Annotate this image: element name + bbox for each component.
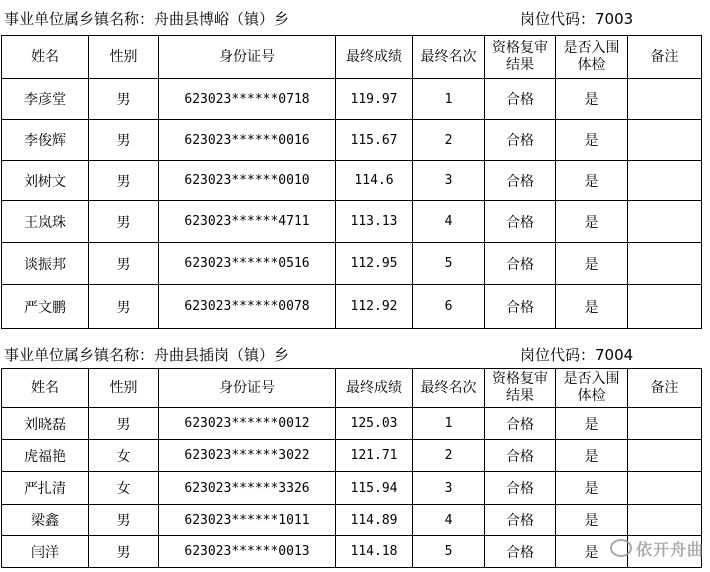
- cell-id-number-col: 623023******4711: [159, 201, 336, 243]
- section-2-unit-label: 事业单位属乡镇名称：舟曲县插岗（镇）乡: [4, 346, 290, 364]
- column-header-medical-exam-col: [556, 36, 628, 79]
- table-header-row: [2, 36, 702, 79]
- cell-final-score-col: 125.03: [336, 408, 413, 440]
- cell-review-result-col: 合格: [485, 201, 556, 243]
- cell-medical-exam-col: 是: [556, 440, 628, 472]
- cell-gender-col: 女: [89, 472, 159, 505]
- cell-name-col: 李俊辉: [2, 120, 89, 161]
- cell-id-number-col: 623023******0016: [159, 120, 336, 161]
- column-header-id-number-col: 身份证号: [159, 369, 336, 408]
- cell-final-score-col: 112.92: [336, 285, 413, 329]
- cell-name-col: 虎福艳: [2, 440, 89, 472]
- cell-name-col: 刘树文: [2, 161, 89, 201]
- section-2-results-table: [1, 368, 702, 568]
- cell-medical-exam-col: 是: [556, 161, 628, 201]
- cell-id-number-col: 623023******0013: [159, 536, 336, 568]
- cell-review-result-col: 合格: [485, 472, 556, 505]
- cell-medical-exam-col: 是: [556, 472, 628, 505]
- cell-remarks-col: [628, 79, 702, 120]
- cell-id-number-col: 623023******3326: [159, 472, 336, 505]
- column-header-name-col: 姓名: [2, 369, 89, 408]
- table-row: [2, 440, 702, 472]
- column-header-final-rank-col: 最终名次: [413, 36, 485, 79]
- cell-remarks-col: [628, 161, 702, 201]
- column-header-name-col: 姓名: [2, 36, 89, 79]
- wechat-icon: [610, 539, 632, 557]
- column-header-final-score-col: 最终成绩: [336, 369, 413, 408]
- section-1-results-table: [1, 35, 702, 329]
- table-row: [2, 201, 702, 243]
- column-header-text: 是否入围体检: [563, 371, 620, 404]
- cell-final-score-col: 115.94: [336, 472, 413, 505]
- cell-id-number-col: 623023******0012: [159, 408, 336, 440]
- cell-name-col: 严文鹏: [2, 285, 89, 329]
- cell-review-result-col: 合格: [485, 408, 556, 440]
- table-row: [2, 472, 702, 505]
- cell-final-score-col: 115.67: [336, 120, 413, 161]
- cell-id-number-col: 623023******0718: [159, 79, 336, 120]
- cell-name-col: 梁鑫: [2, 505, 89, 536]
- cell-gender-col: 女: [89, 440, 159, 472]
- cell-final-score-col: 119.97: [336, 79, 413, 120]
- cell-gender-col: 男: [89, 285, 159, 329]
- cell-final-rank-col: 3: [413, 472, 485, 505]
- cell-medical-exam-col: 是: [556, 79, 628, 120]
- column-header-medical-exam-col: [556, 369, 628, 408]
- cell-final-rank-col: 3: [413, 161, 485, 201]
- table-row: [2, 408, 702, 440]
- cell-final-score-col: 114.18: [336, 536, 413, 568]
- cell-final-score-col: 114.6: [336, 161, 413, 201]
- cell-medical-exam-col: 是: [556, 120, 628, 161]
- cell-remarks-col: [628, 243, 702, 285]
- section-1-position-code: 岗位代码：7003: [520, 10, 634, 28]
- cell-final-rank-col: 4: [413, 201, 485, 243]
- cell-remarks-col: [628, 285, 702, 329]
- cell-review-result-col: 合格: [485, 505, 556, 536]
- cell-final-rank-col: 5: [413, 243, 485, 285]
- cell-remarks-col: [628, 120, 702, 161]
- cell-review-result-col: 合格: [485, 285, 556, 329]
- watermark-text: 依开舟曲: [635, 540, 704, 559]
- cell-id-number-col: 623023******0516: [159, 243, 336, 285]
- cell-name-col: 闫洋: [2, 536, 89, 568]
- table-row: [2, 505, 702, 536]
- cell-remarks-col: [628, 440, 702, 472]
- column-header-review-result-col: [485, 369, 556, 408]
- section-1-header: [0, 2, 706, 32]
- cell-medical-exam-col: 是: [556, 201, 628, 243]
- cell-gender-col: 男: [89, 243, 159, 285]
- cell-medical-exam-col: 是: [556, 285, 628, 329]
- column-header-gender-col: 性别: [89, 36, 159, 79]
- cell-medical-exam-col: 是: [556, 243, 628, 285]
- cell-final-rank-col: 2: [413, 440, 485, 472]
- table-row: [2, 120, 702, 161]
- cell-id-number-col: 623023******0010: [159, 161, 336, 201]
- cell-final-score-col: 112.95: [336, 243, 413, 285]
- section-1-unit-label: 事业单位属乡镇名称：舟曲县博峪（镇）乡: [4, 10, 290, 28]
- cell-review-result-col: 合格: [485, 161, 556, 201]
- cell-name-col: 刘晓磊: [2, 408, 89, 440]
- column-header-text: 是否入围体检: [563, 40, 620, 73]
- column-header-gender-col: 性别: [89, 369, 159, 408]
- cell-name-col: 王岚珠: [2, 201, 89, 243]
- table-row: [2, 79, 702, 120]
- table-header-row: [2, 369, 702, 408]
- cell-final-rank-col: 6: [413, 285, 485, 329]
- cell-gender-col: 男: [89, 505, 159, 536]
- cell-medical-exam-col: 是: [556, 408, 628, 440]
- column-header-remarks-col: 备注: [628, 369, 702, 408]
- column-header-final-score-col: 最终成绩: [336, 36, 413, 79]
- cell-final-rank-col: 1: [413, 408, 485, 440]
- column-header-remarks-col: 备注: [628, 36, 702, 79]
- table-row: [2, 536, 702, 568]
- cell-gender-col: 男: [89, 120, 159, 161]
- cell-final-score-col: 113.13: [336, 201, 413, 243]
- cell-final-rank-col: 2: [413, 120, 485, 161]
- section-2-position-code: 岗位代码：7004: [520, 346, 634, 364]
- cell-remarks-col: [628, 201, 702, 243]
- cell-review-result-col: 合格: [485, 79, 556, 120]
- cell-review-result-col: 合格: [485, 536, 556, 568]
- column-header-text: 资格复审结果: [492, 371, 548, 404]
- cell-remarks-col: [628, 408, 702, 440]
- table-row: [2, 243, 702, 285]
- cell-name-col: 李彦堂: [2, 79, 89, 120]
- cell-gender-col: 男: [89, 536, 159, 568]
- column-header-text: 资格复审结果: [492, 40, 548, 73]
- cell-review-result-col: 合格: [485, 243, 556, 285]
- column-header-review-result-col: [485, 36, 556, 79]
- cell-id-number-col: 623023******0078: [159, 285, 336, 329]
- cell-id-number-col: 623023******1011: [159, 505, 336, 536]
- cell-name-col: 谈振邦: [2, 243, 89, 285]
- cell-name-col: 严扎清: [2, 472, 89, 505]
- cell-gender-col: 男: [89, 79, 159, 120]
- cell-final-rank-col: 4: [413, 505, 485, 536]
- section-2-header: [0, 338, 706, 368]
- cell-final-rank-col: 5: [413, 536, 485, 568]
- cell-review-result-col: 合格: [485, 120, 556, 161]
- cell-final-score-col: 121.71: [336, 440, 413, 472]
- cell-final-rank-col: 1: [413, 79, 485, 120]
- cell-final-score-col: 114.89: [336, 505, 413, 536]
- cell-gender-col: 男: [89, 161, 159, 201]
- cell-gender-col: 男: [89, 201, 159, 243]
- cell-medical-exam-col: 是: [556, 536, 628, 568]
- cell-medical-exam-col: 是: [556, 505, 628, 536]
- cell-gender-col: 男: [89, 408, 159, 440]
- cell-review-result-col: 合格: [485, 440, 556, 472]
- cell-remarks-col: [628, 472, 702, 505]
- cell-id-number-col: 623023******3022: [159, 440, 336, 472]
- column-header-id-number-col: 身份证号: [159, 36, 336, 79]
- watermark: [610, 537, 704, 560]
- cell-remarks-col: [628, 505, 702, 536]
- table-row: [2, 285, 702, 329]
- column-header-final-rank-col: 最终名次: [413, 369, 485, 408]
- table-row: [2, 161, 702, 201]
